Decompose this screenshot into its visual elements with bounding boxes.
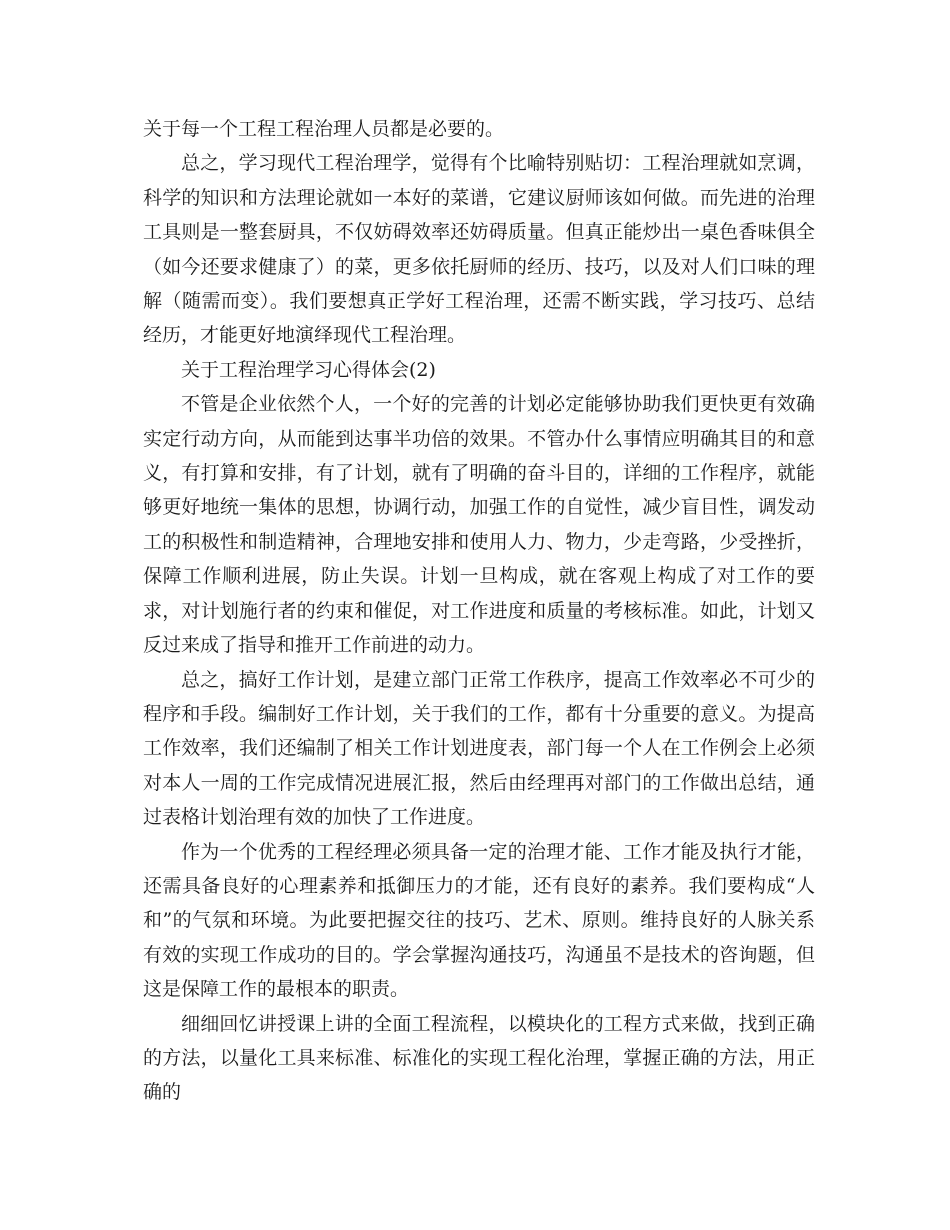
paragraph-summary-analogy: 总之，学习现代工程治理学，觉得有个比喻特别贴切：工程治理就如烹调，科学的知识和方法理论就如一本好的菜谱，它建议厨师该如何做。而先进的治理工具则是一整套厨具，不仅妨碍效率还妨碍质量。但真正能炒出一桌色香味俱全（如今还要求健康了）的菜，更多依托厨师的经历、技巧，以及对人们口味的理解（随需而变）。我们要想真正学好工程治理，还需不断实践，学习技巧、总结经历，才能更好地演绎现代工程治理。: [143, 152, 815, 347]
paragraph-recollection: 细细回忆讲授课上讲的全面工程流程，以模块化的工程方式来做，找到正确的方法，以量化工具来标准、标准化的实现工程化治理，掌握正确的方法，用正确的: [143, 1012, 815, 1104]
section-heading: 关于工程治理学习心得体会(2): [181, 358, 436, 381]
paragraph-continuation: 关于每一个工程工程治理人员都是必要的。: [143, 118, 505, 140]
paragraph-planning: 不管是企业依然个人，一个好的完善的计划必定能够协助我们更快更有效确实定行动方向，从而能到达事半功倍的效果。不管办什么事情应明确其目的和意义，有打算和安排，有了计划，就有了明确的奋斗目的，详细的工作程序，就能够更好地统一集体的思想，协调行动，加强工作的自觉性，减少盲目性，调发动工的积极性和制造精神，合理地安排和使用人力、物力，少走弯路，少受挫折，保障工作顺利进展，防止失误。计划一旦构成，就在客观上构成了对工作的要求，对计划施行者的约束和催促，对工作进度和质量的考核标准。如此，计划又反过来成了指导和推开工作前进的动力。: [143, 393, 815, 657]
paragraph-project-manager: 作为一个优秀的工程经理必须具备一定的治理才能、工作才能及执行才能，还需具备良好的心理素养和抵御压力的才能，还有良好的素养。我们要构成“人和”的气氛和环境。为此要把握交往的技巧、艺术、原则。维持良好的人脉关系有效的实现工作成功的目的。学会掌握沟通技巧，沟通虽不是技术的咨询题，但这是保障工作的最根本的职责。: [143, 840, 815, 1001]
document-body: [143, 112, 815, 1110]
paragraph-work-plan: 总之，搞好工作计划，是建立部门正常工作秩序，提高工作效率必不可少的程序和手段。编制好工作计划，关于我们的工作，都有十分重要的意义。为提高工作效率，我们还编制了相关工作计划进度表，部门每一个人在工作例会上必须对本人一周的工作完成情况进展汇报，然后由经理再对部门的工作做出总结，通过表格计划治理有效的加快了工作进度。: [143, 668, 815, 829]
